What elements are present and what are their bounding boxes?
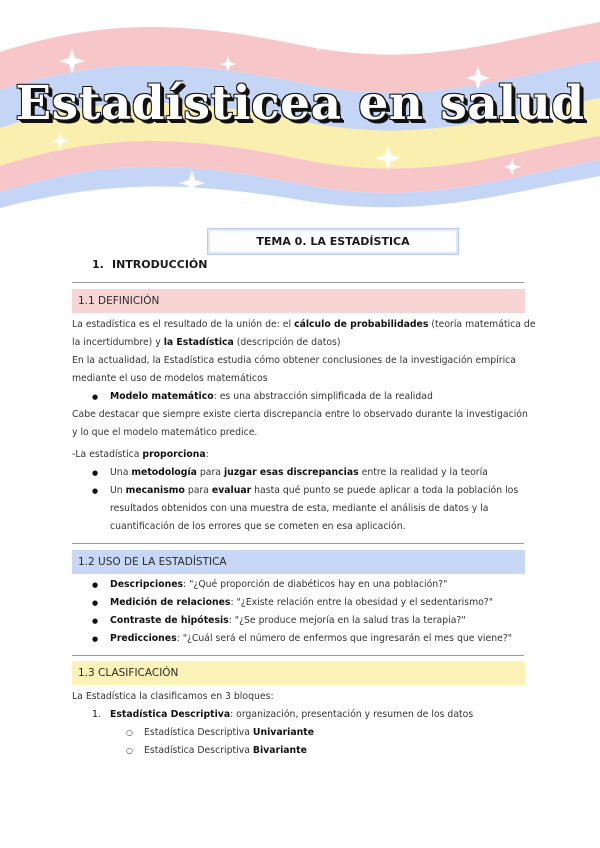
clasificacion-intro: La Estadística la clasificamos en 3 bloques: [72, 691, 274, 702]
definicion-heading: 1.1 DEFINICIÓN [72, 289, 525, 313]
clasificacion-heading: 1.3 CLASIFICACIÓN [72, 661, 525, 685]
header-banner [0, 0, 600, 215]
modelo-list [88, 388, 534, 406]
definicion-paragraph-1: La estadística es el resultado de la unión de: el cálculo de probabilidades (teoría matemática de la incertidumbre) y la Estadística (descripción de datos) [72, 319, 536, 348]
uso-heading: 1.2 USO DE LA ESTADÍSTICA [72, 550, 525, 574]
proporciona-list [88, 464, 534, 536]
list-item: ● Predicciones: "¿Cuál será el número de enfermos que ingresarán el mes que viene?" [88, 630, 534, 648]
definicion-paragraph-4: -La estadística proporciona: [72, 449, 209, 460]
topic-box: TEMA 0. LA ESTADÍSTICA [207, 228, 459, 255]
page-title: Estadísticea en salud [15, 76, 585, 131]
clasificacion-item-1: 1. Estadística Descriptiva: organización, presentación y resumen de los datos [92, 709, 474, 720]
divider [72, 655, 524, 656]
list-item: ● Un mecanismo para evaluar hasta qué punto se puede aplicar a toda la población los resultados obtenidos con una muestra de esta, mediante el análisis de datos y la cuantificación de los errores que se cometen en esa aplicación. [88, 482, 534, 536]
intro-label: INTRODUCCIÓN [112, 258, 208, 271]
list-item: ● Modelo matemático: es una abstracción simplificada de la realidad [88, 388, 534, 406]
list-item: ● Contraste de hipótesis: "¿Se produce mejoría en la salud tras la terapia?" [88, 612, 534, 630]
intro-number: 1. [92, 258, 104, 271]
section-intro-heading [92, 258, 207, 271]
uso-list [88, 576, 534, 648]
definicion-paragraph-3: Cabe destacar que siempre existe cierta discrepancia entre lo observado durante la investigación y lo que el modelo matemático predice. [72, 409, 528, 438]
definicion-paragraph-2: En la actualidad, la Estadística estudia cómo obtener conclusiones de la investigación empírica mediante el uso de modelos matemáticos [72, 355, 516, 384]
divider [72, 543, 524, 544]
clasificacion-sublist [124, 724, 314, 760]
list-item: ● Una metodología para juzgar esas discrepancias entre la realidad y la teoría [88, 464, 534, 482]
list-item: ○ Estadística Descriptiva Bivariante [124, 742, 314, 760]
list-item: ○ Estadística Descriptiva Univariante [124, 724, 314, 742]
divider [72, 282, 524, 283]
list-item: ● Medición de relaciones: "¿Existe relación entre la obesidad y el sedentarismo?" [88, 594, 534, 612]
list-item: ● Descripciones: "¿Qué proporción de diabéticos hay en una población?" [88, 576, 534, 594]
